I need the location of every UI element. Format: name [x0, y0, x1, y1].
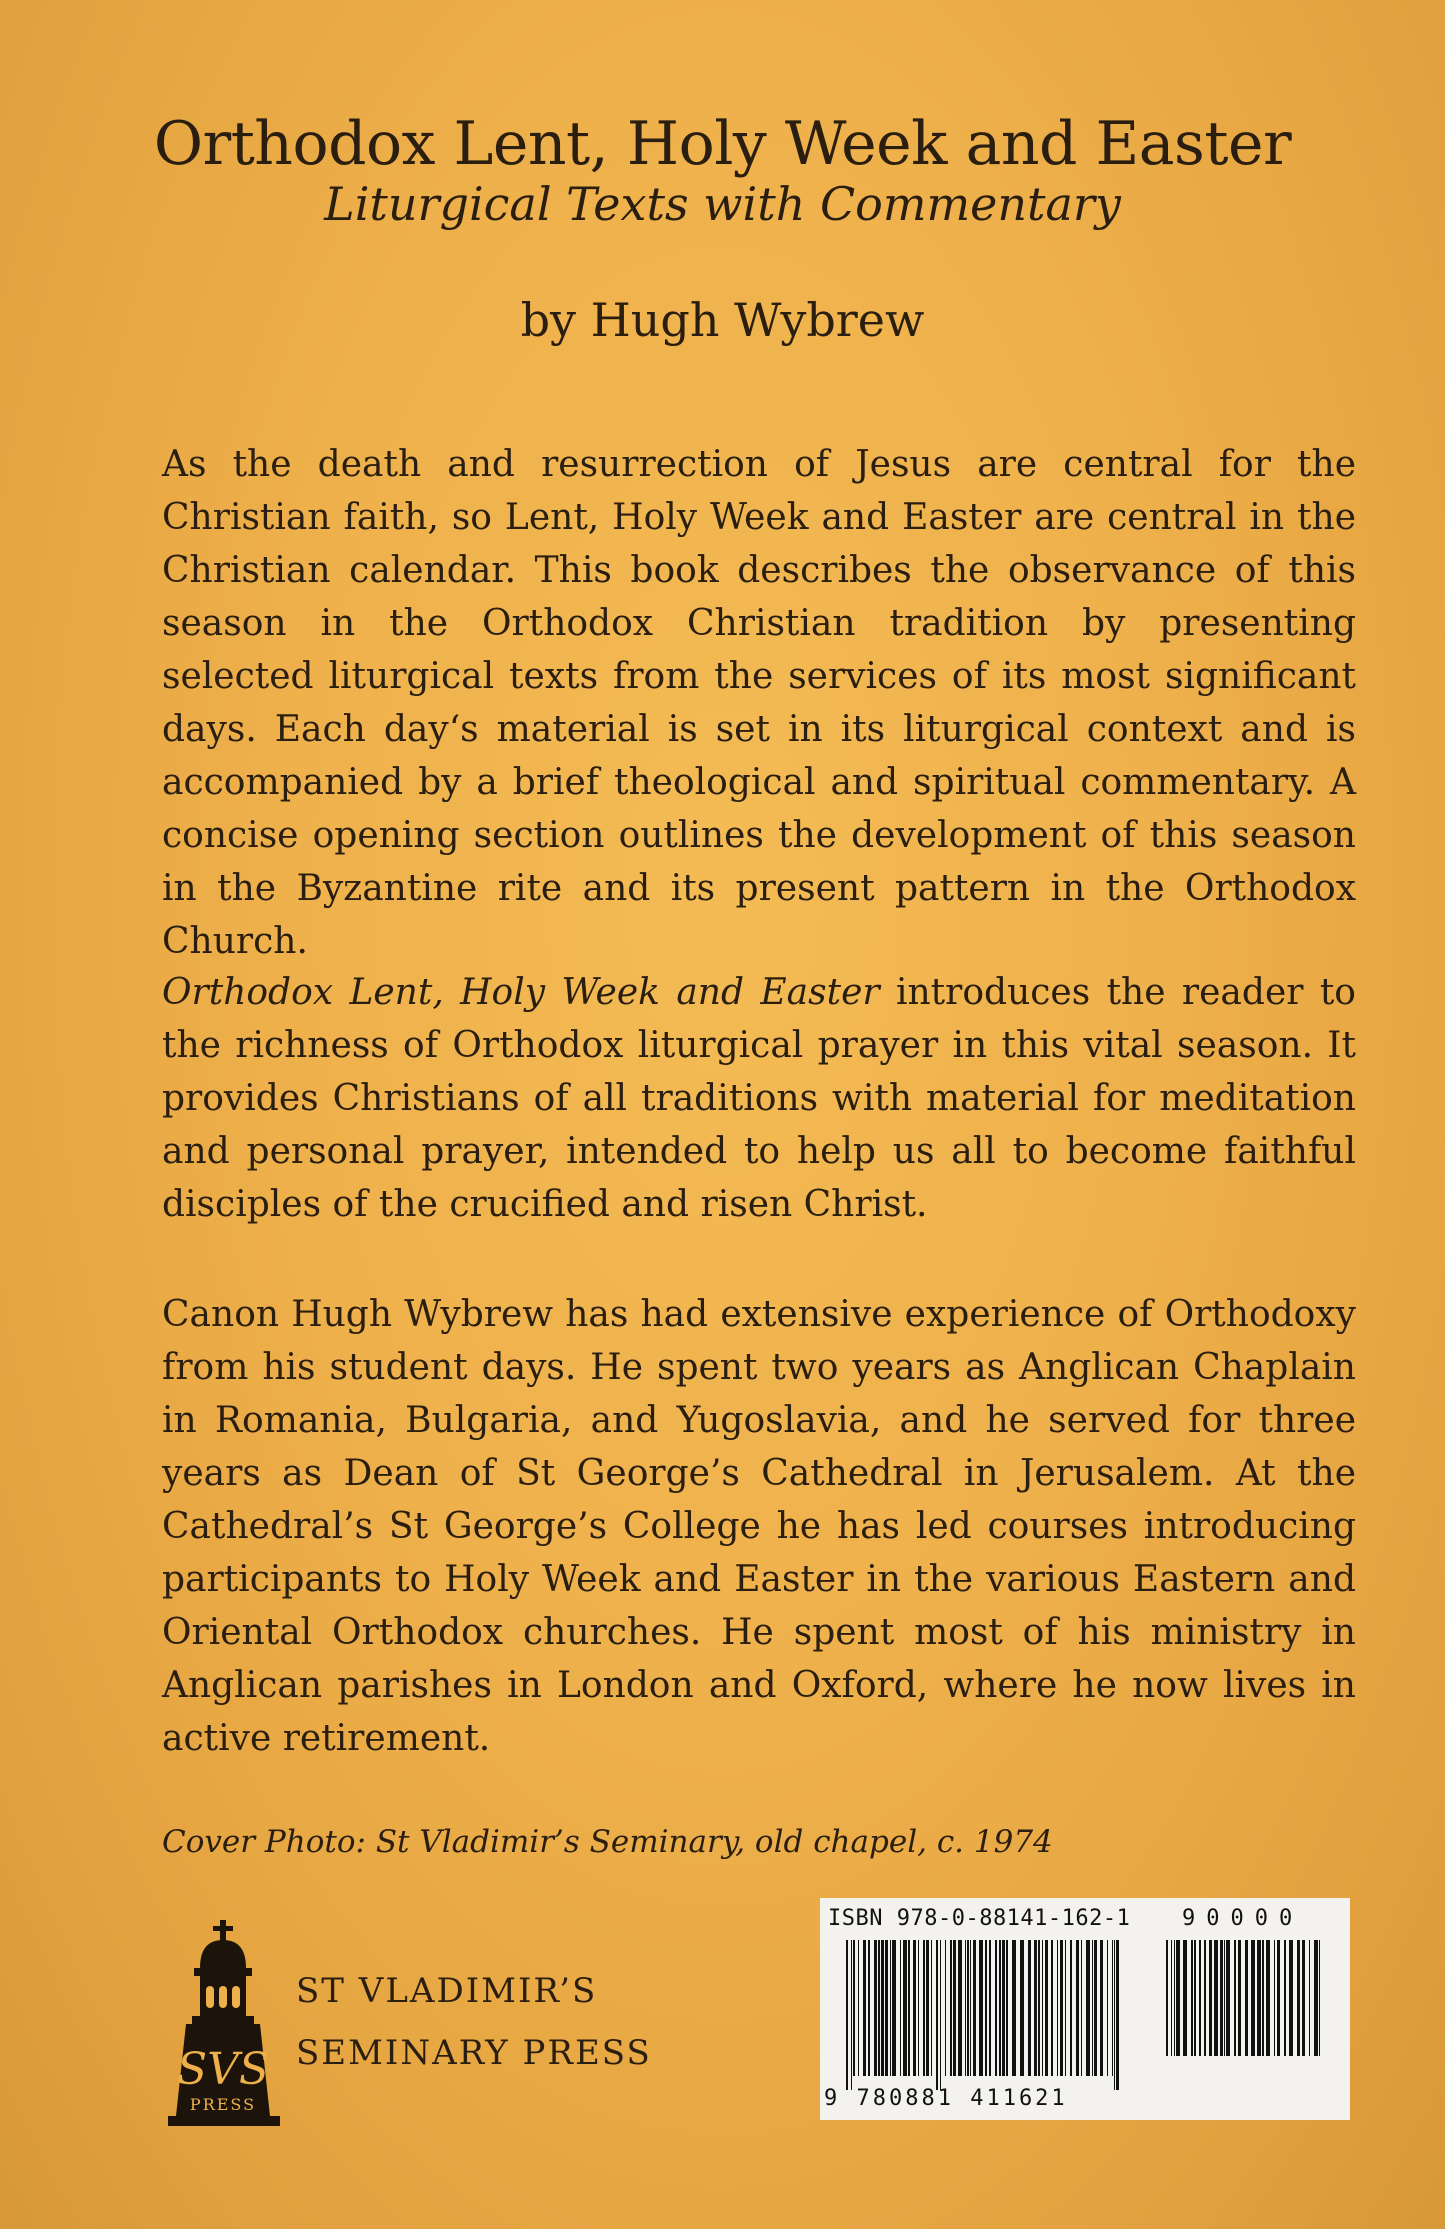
blurb-paragraph-2-text: introduces the reader to the richness of Orthodox liturgical prayer in this vital season. It provides Christians of all traditions with material for meditation and personal prayer, intended to help us all to become faithful disciples of the crucified and risen Christ.: [162, 972, 1356, 1225]
author-line: by Hugh Wybrew: [520, 293, 925, 347]
barcode-bar: [1319, 1940, 1320, 2056]
barcode-bar: [1100, 1940, 1103, 2076]
barcode-bar: [958, 1940, 962, 2076]
barcode-bar: [1116, 1940, 1119, 2090]
barcode-bar: [863, 1940, 866, 2076]
barcode-bar: [1251, 1940, 1255, 2056]
barcode-bar: [1057, 1940, 1058, 2076]
barcode-bar: [953, 1940, 956, 2076]
barcode-bar: [1094, 1940, 1097, 2076]
barcode-bar: [945, 1940, 946, 2076]
barcode-bar: [892, 1940, 896, 2076]
barcode-bar: [1081, 1940, 1082, 2076]
svs-press-logo-icon: [160, 1920, 288, 2126]
barcode-bar: [1314, 1940, 1318, 2056]
barcode-bar: [913, 1940, 916, 2076]
barcode-bar: [1266, 1940, 1270, 2056]
barcode-bar: [1086, 1940, 1090, 2076]
ean-digits: 9 780881 411621: [824, 2086, 1068, 2111]
barcode-bar: [1284, 1940, 1286, 2056]
barcode-bar: [1262, 1940, 1264, 2056]
barcode-bar: [858, 1940, 859, 2076]
barcode-bar: [936, 1940, 938, 2090]
barcode-bar: [874, 1940, 877, 2076]
barcode-bar: [1245, 1940, 1248, 2056]
logo-monogram: SVS: [176, 2044, 270, 2095]
barcode-bar: [1297, 1940, 1300, 2056]
barcode-bar: [1051, 1940, 1053, 2076]
barcode-bar: [923, 1940, 925, 2076]
barcode-bar: [1289, 1940, 1293, 2056]
barcode-bar: [1174, 1940, 1175, 2056]
barcode-bar: [853, 1940, 855, 2076]
barcode-bar: [1183, 1940, 1187, 2056]
barcode-bar: [1038, 1940, 1040, 2076]
author-bio-paragraph: Canon Hugh Wybrew has had extensive experience of Orthodoxy from his student days. He spent two years as Anglican Chaplain in Romania, Bulgaria, and Yugoslavia, and he served for three years as Dean of St George’s Cathedral in Jerusalem. At the Cathedral’s St George’s College he has led courses introducing participants to Holy Week and Easter in the various Eastern and Oriental Orthodox churches. He spent most of his ministry in Anglican parishes in London and Oxford, where he now lives in active retirement.: [162, 1294, 1356, 1759]
price-addon-code: 90000: [1182, 1906, 1304, 1931]
barcode-bar: [1234, 1940, 1236, 2056]
barcode-bar: [1045, 1940, 1048, 2076]
ean-barcode-bars: [844, 1940, 1124, 2090]
barcode-bar: [885, 1940, 888, 2076]
publisher-name: [296, 1960, 652, 2084]
barcode-bar: [989, 1940, 991, 2076]
barcode-bar: [1220, 1940, 1223, 2056]
barcode-bar: [1309, 1940, 1310, 2056]
barcode-bar: [1028, 1940, 1031, 2076]
barcode-bar: [851, 1940, 852, 2090]
barcode-bar: [1194, 1940, 1196, 2056]
barcode-bar: [846, 1940, 848, 2090]
barcode-bar: [1224, 1940, 1225, 2056]
barcode-bar: [1107, 1940, 1108, 2076]
barcode-bar: [931, 1940, 932, 2076]
barcode-bar: [1238, 1940, 1241, 2056]
logo-press-label: PRESS: [189, 2095, 257, 2114]
barcode-bar: [970, 1940, 971, 2076]
cover-photo-credit: Cover Photo: St Vladimir’s Seminary, old chapel, c. 1974: [162, 1824, 1053, 1860]
barcode-bar: [973, 1940, 976, 2076]
barcode-bar: [1191, 1940, 1193, 2056]
barcode-bar: [1070, 1940, 1072, 2076]
book-title: Orthodox Lent, Holy Week and Easter: [153, 109, 1292, 179]
barcode-bar: [1006, 1940, 1008, 2076]
barcode-bar: [878, 1940, 880, 2076]
isbn-number: ISBN 978-0-88141-162-1: [828, 1906, 1131, 1931]
barcode-bar: [1277, 1940, 1280, 2056]
barcode-bar: [1092, 1940, 1093, 2076]
barcode-bar: [926, 1940, 929, 2076]
blurb-book-title-italic: Orthodox Lent, Holy Week and Easter: [162, 972, 880, 1013]
isbn-barcode: [820, 1898, 1350, 2120]
barcode-bar: [1226, 1940, 1230, 2056]
barcode-bar: [1274, 1940, 1275, 2056]
barcode-bar: [1257, 1940, 1261, 2056]
addon-barcode-bars: [1164, 1940, 1324, 2070]
barcode-bar: [908, 1940, 910, 2076]
barcode-bar: [1114, 1940, 1115, 2090]
barcode-bar: [900, 1940, 901, 2076]
barcode-bar: [1214, 1940, 1218, 2056]
barcode-bar: [965, 1940, 966, 2076]
barcode-bar: [890, 1940, 891, 2076]
book-subtitle: Liturgical Texts with Commentary: [324, 177, 1121, 231]
barcode-bar: [985, 1940, 987, 2076]
barcode-bar: [1204, 1940, 1206, 2056]
barcode-bar: [1176, 1940, 1180, 2056]
blurb-paragraph-2: [162, 966, 1356, 1231]
barcode-bar: [940, 1940, 941, 2090]
barcode-bar: [1042, 1940, 1043, 2076]
barcode-bar: [1112, 1940, 1113, 2076]
publisher-line-1: ST VLADIMIR’S: [296, 1971, 598, 2011]
barcode-bar: [967, 1940, 969, 2076]
barcode-bar: [868, 1940, 870, 2076]
barcode-bar: [995, 1940, 997, 2076]
barcode-bar: [1020, 1940, 1024, 2076]
barcode-bar: [903, 1940, 907, 2076]
barcode-bar: [1171, 1940, 1172, 2056]
barcode-bar: [979, 1940, 983, 2076]
blurb-paragraph-1: As the death and resurrection of Jesus are central for the Christian faith, so Lent, Holy Week and Easter are central in the Christian calendar. This book describes the observance of this season in the Orthodox Christian tradition by presenting selected liturgical texts from the services of its most significant days. Each day‘s material is set in its liturgical context and is accompanied by a brief theological and spiritual commentary. A concise opening section outlines the development of this season in the Byzantine rite and its present pattern in the Orthodox Church.: [162, 444, 1356, 962]
barcode-bar: [1209, 1940, 1212, 2056]
barcode-bar: [1302, 1940, 1305, 2056]
barcode-bar: [1166, 1940, 1168, 2056]
barcode-bar: [950, 1940, 952, 2076]
barcode-bar: [918, 1940, 919, 2076]
barcode-bar: [999, 1940, 1001, 2076]
barcode-bar: [1065, 1940, 1066, 2076]
barcode-bar: [1076, 1940, 1079, 2076]
barcode-bar: [1012, 1940, 1016, 2076]
publisher-line-2: SEMINARY PRESS: [296, 2033, 652, 2073]
barcode-bar: [1060, 1940, 1063, 2076]
barcode-bar: [1199, 1940, 1201, 2056]
barcode-bar: [881, 1940, 884, 2076]
barcode-bar: [1002, 1940, 1005, 2076]
barcode-bar: [1034, 1940, 1037, 2076]
